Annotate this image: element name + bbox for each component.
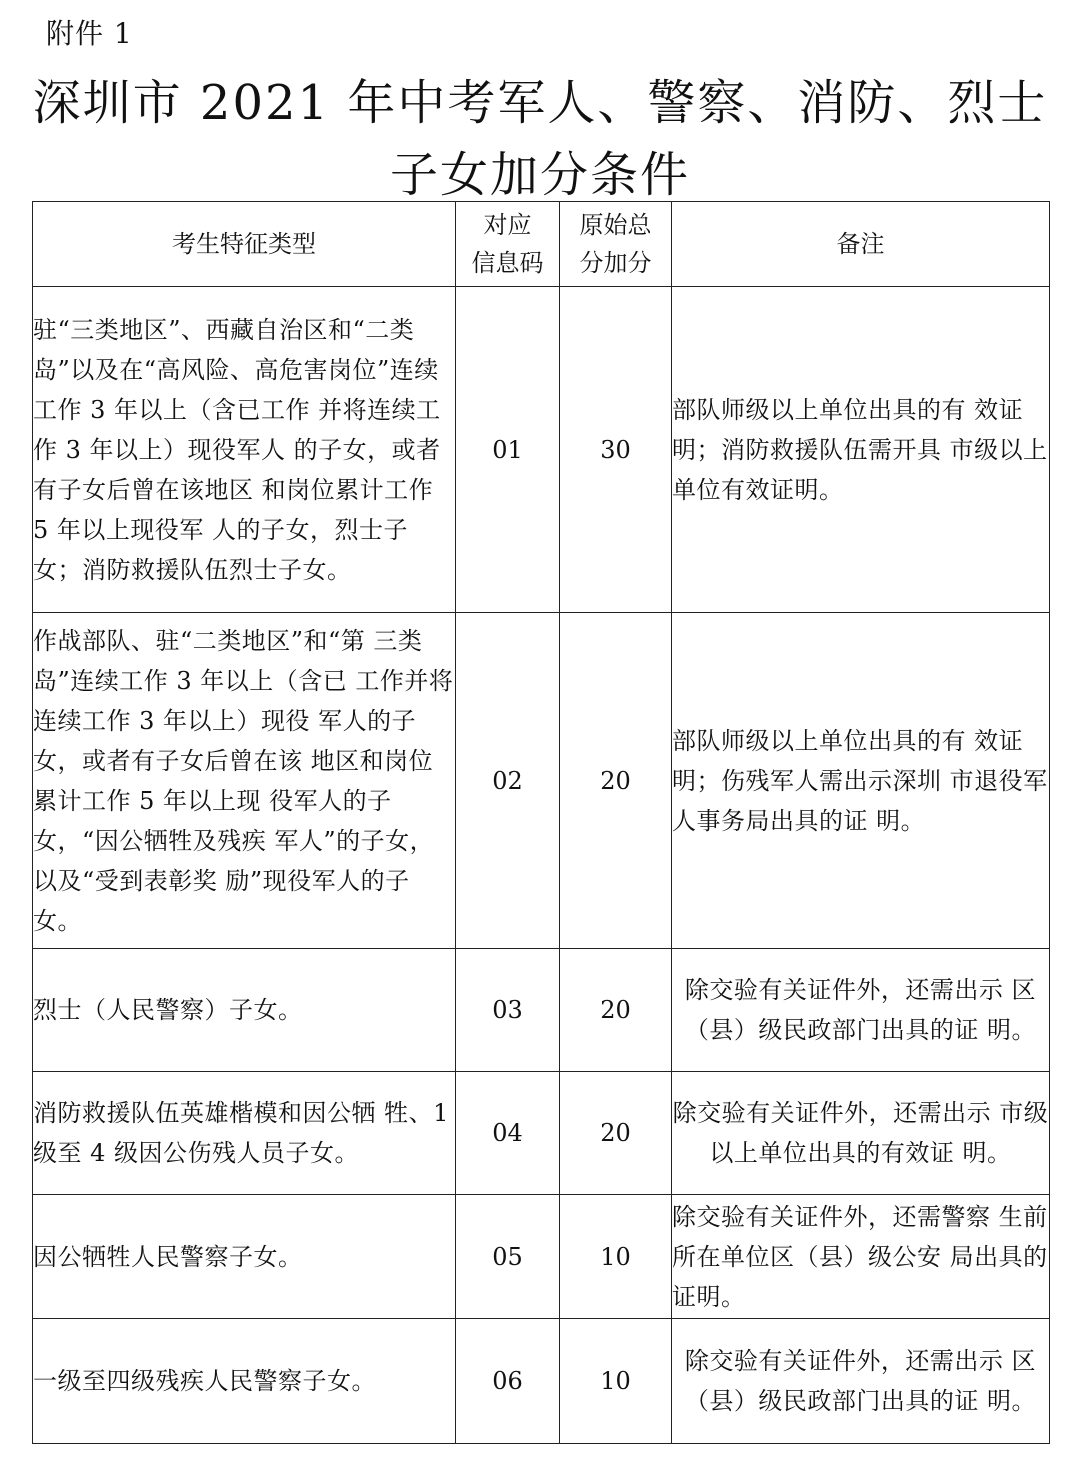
row-note: 部队师级以上单位出具的有 效证明；消防救援队伍需开具 市级以上单位有效证明。 (672, 287, 1050, 613)
row-type: 因公牺牲人民警察子女。 (33, 1195, 456, 1319)
row-points: 10 (560, 1319, 672, 1444)
header-code-line2: 信息码 (471, 249, 544, 277)
row-note: 部队师级以上单位出具的有 效证明；伤残军人需出示深圳 市退役军人事务局出具的证 明。 (672, 613, 1050, 949)
row-type: 作战部队、驻“二类地区”和“第 三类岛”连续工作 3 年以上（含已 工作并将连续工作 3 年以上）现役 军人的子女，或者有子女后曾在该 地区和岗位累计工作 5 年以上现 役军人的子女，“因公牺牲及残疾 军人”的子女，以及“受到表彰奖 励”现役军人的子女。 (33, 613, 456, 949)
table-row (33, 613, 1050, 949)
row-note: 除交验有关证件外，还需出示 区（县）级民政部门出具的证 明。 (672, 1319, 1050, 1444)
row-note: 除交验有关证件外，还需警察 生前所在单位区（县）级公安 局出具的证明。 (672, 1195, 1050, 1319)
table-row (33, 1195, 1050, 1319)
row-points: 20 (560, 949, 672, 1072)
header-points-line1: 原始总 (579, 211, 652, 239)
row-code: 04 (456, 1072, 560, 1195)
page-title-line2: 子女加分条件 (389, 147, 690, 203)
row-code: 01 (456, 287, 560, 613)
header-code (456, 202, 560, 287)
attachment-label: 附件 1 (46, 17, 133, 50)
table-row (33, 1072, 1050, 1195)
row-code: 06 (456, 1319, 560, 1444)
table-row (33, 287, 1050, 613)
page-title-line1: 深圳市 2021 年中考军人、警察、消防、烈士 (32, 75, 1048, 131)
table-header-row (33, 202, 1050, 287)
row-type: 消防救援队伍英雄楷模和因公牺 牲、1 级至 4 级因公伤残人员子女。 (33, 1072, 456, 1195)
row-type: 烈士（人民警察）子女。 (33, 949, 456, 1072)
header-code-line1: 对应 (483, 211, 532, 239)
row-code: 03 (456, 949, 560, 1072)
row-code: 05 (456, 1195, 560, 1319)
row-note: 除交验有关证件外，还需出示 市级以上单位出具的有效证 明。 (672, 1072, 1050, 1195)
row-points: 10 (560, 1195, 672, 1319)
row-points: 20 (560, 1072, 672, 1195)
row-note: 除交验有关证件外，还需出示 区（县）级民政部门出具的证 明。 (672, 949, 1050, 1072)
header-points (560, 202, 672, 287)
header-type: 考生特征类型 (33, 202, 456, 287)
row-points: 30 (560, 287, 672, 613)
bonus-conditions-table (32, 201, 1050, 1444)
row-points: 20 (560, 613, 672, 949)
table-row (33, 1319, 1050, 1444)
header-note: 备注 (672, 202, 1050, 287)
header-points-line2: 分加分 (579, 249, 652, 277)
row-code: 02 (456, 613, 560, 949)
row-type: 驻“三类地区”、西藏自治区和“二类岛”以及在“高风险、高危害岗位”连续工作 3 年以上（含已工作 并将连续工作 3 年以上）现役军人 的子女，或者有子女后曾在该地区 和岗位累计工作 5 年以上现役军 人的子女，烈士子女；消防救援队伍烈士子女。 (33, 287, 456, 613)
table-row (33, 949, 1050, 1072)
row-type: 一级至四级残疾人民警察子女。 (33, 1319, 456, 1444)
